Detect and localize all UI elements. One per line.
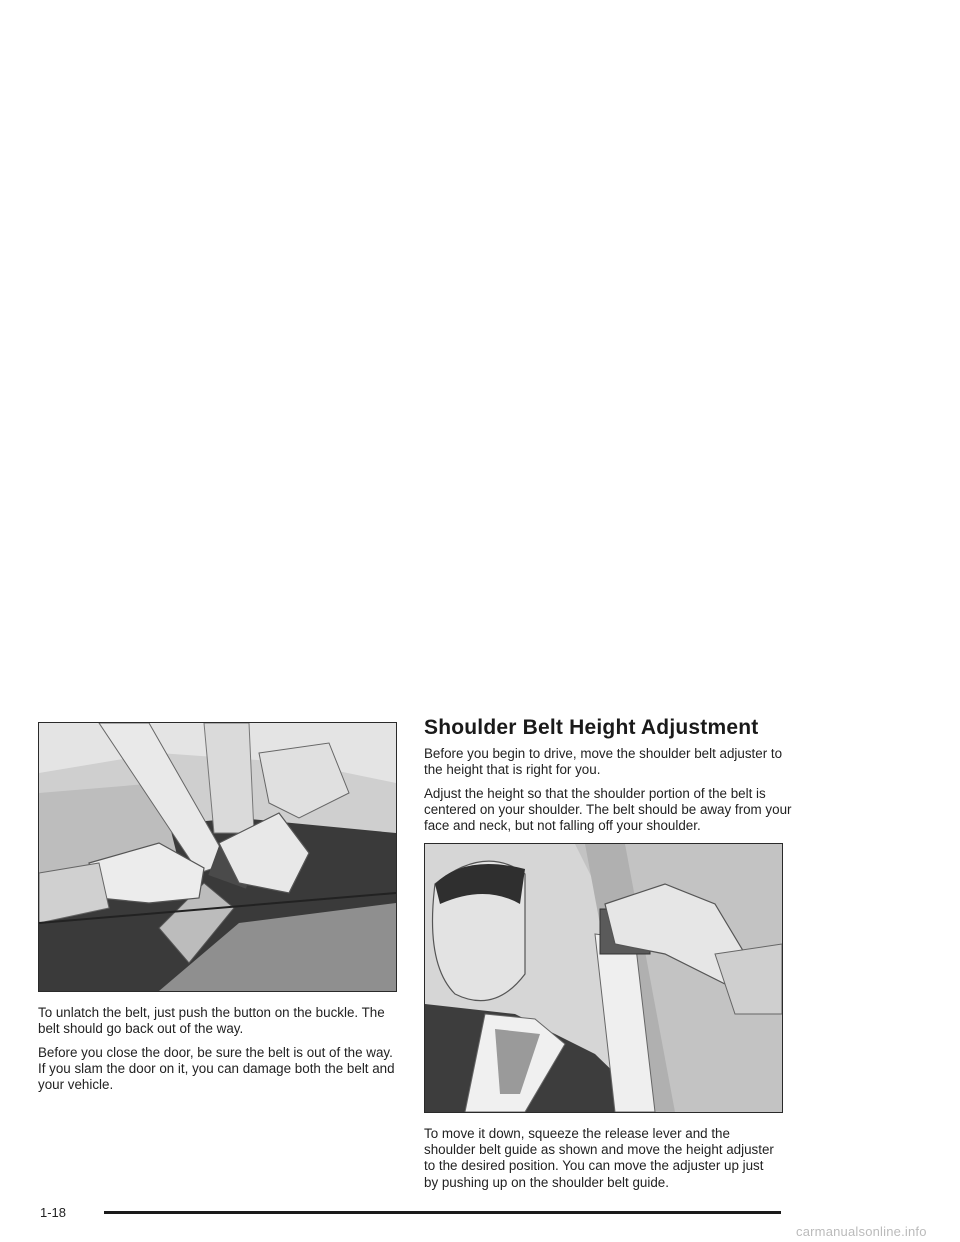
page-number: 1-18 bbox=[40, 1205, 67, 1220]
watermark: carmanualsonline.info bbox=[796, 1224, 927, 1239]
footer-rule bbox=[104, 1211, 781, 1214]
caption-door-warning: Before you close the door, be sure the belt is out of the way. If you slam the door on it, you can damage both the belt and your vehicle. bbox=[38, 1045, 395, 1093]
intro-paragraph: Before you begin to drive, move the shoulder belt adjuster to the height that is right for you. bbox=[424, 746, 783, 778]
move-down-paragraph: To move it down, squeeze the release lever and the shoulder belt guide as shown and move the height adjuster to the desired position. You can move the adjuster up just by pushing up on the shoulder belt guide. bbox=[424, 1126, 774, 1190]
section-heading: Shoulder Belt Height Adjustment bbox=[424, 716, 759, 739]
caption-unlatch: To unlatch the belt, just push the button on the buckle. The belt should go back out of the way. bbox=[38, 1005, 385, 1037]
adjust-height-paragraph: Adjust the height so that the shoulder portion of the belt is centered on your shoulder. The belt should be away from your face and neck, but not falling off your shoulder. bbox=[424, 786, 792, 834]
buckle-illustration bbox=[38, 722, 397, 992]
shoulder-belt-illustration bbox=[424, 843, 783, 1113]
